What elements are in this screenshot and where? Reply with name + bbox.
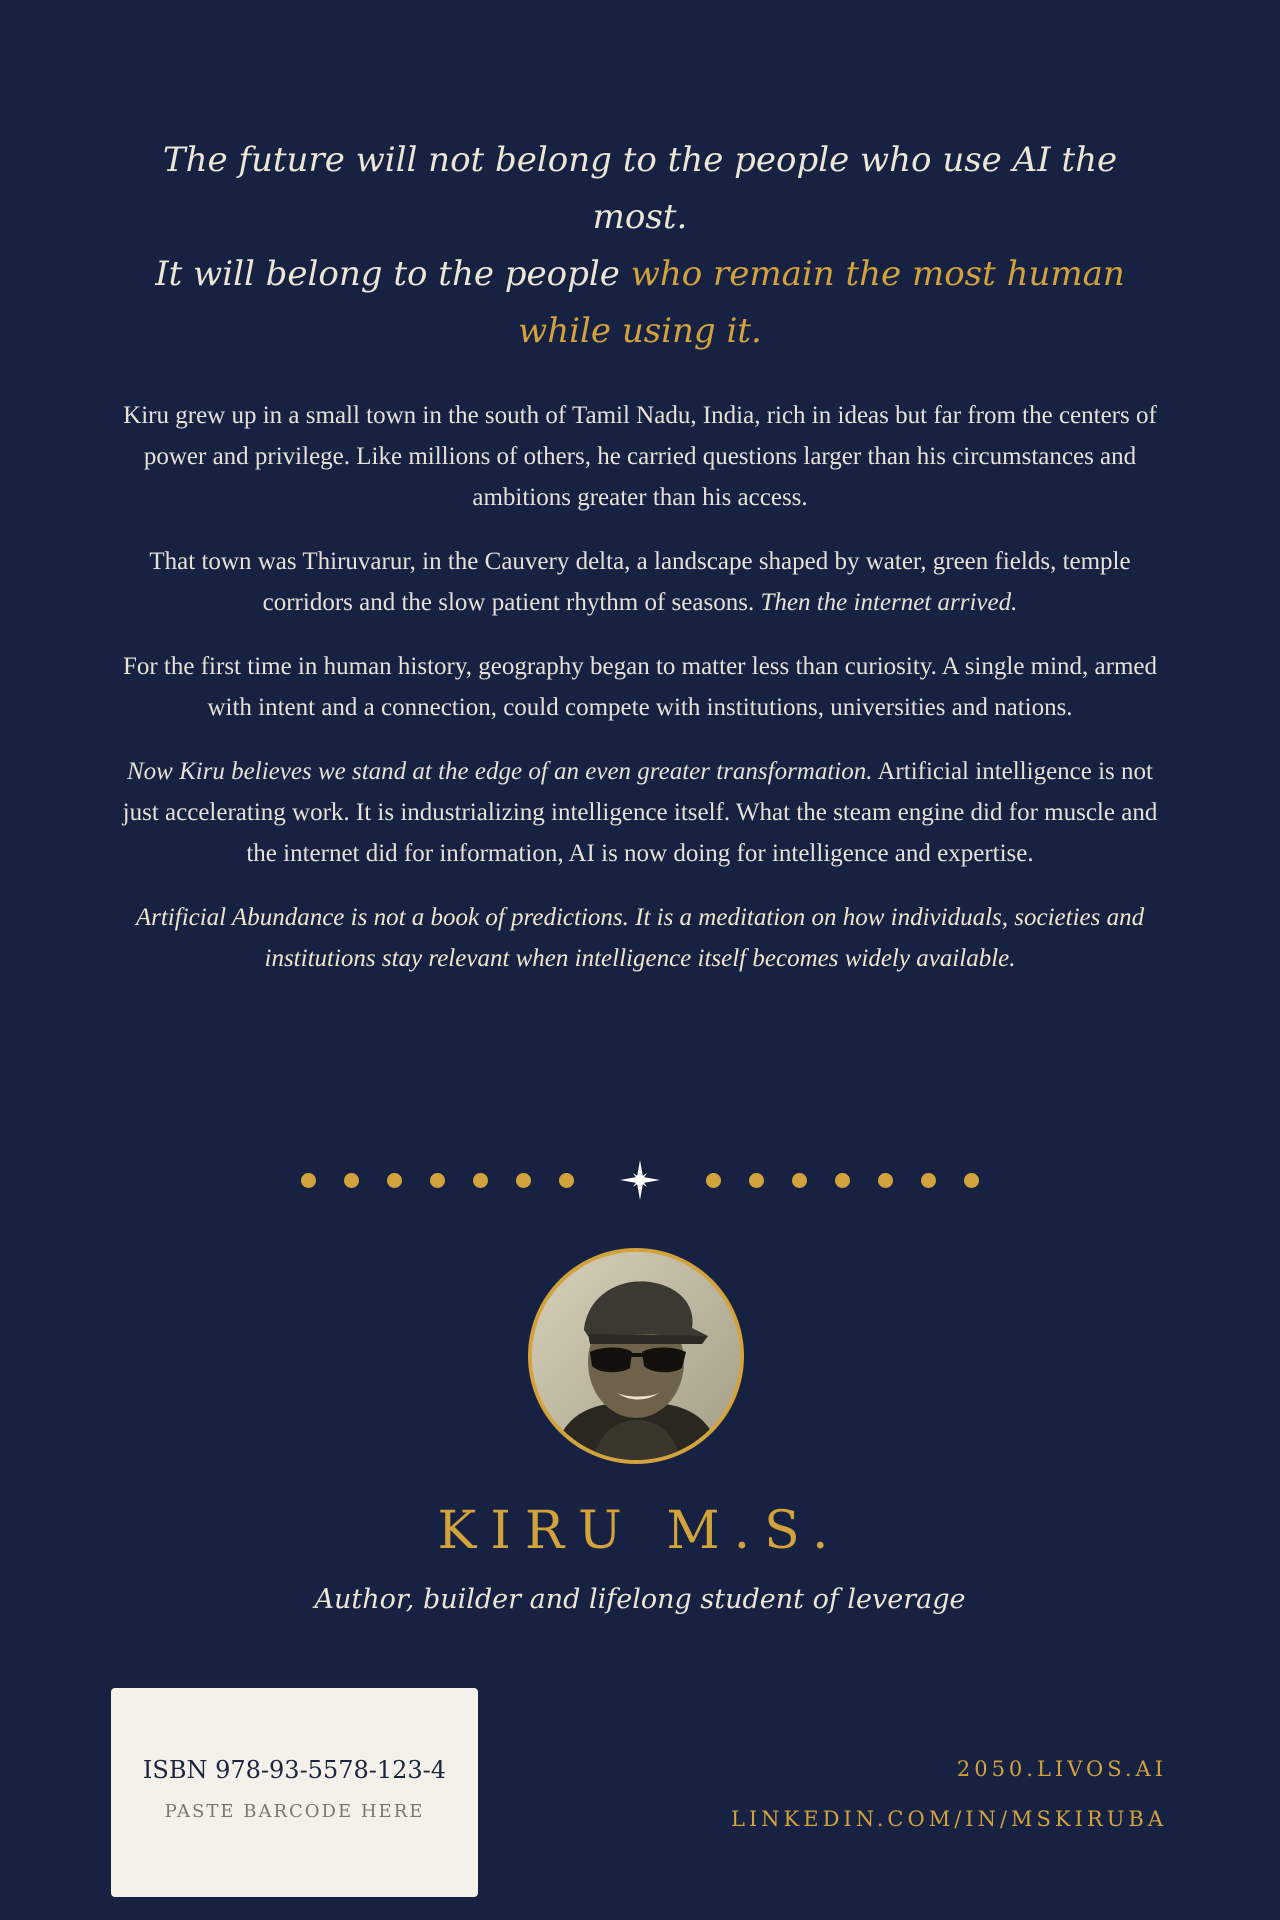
back-cover-quote [140, 132, 1140, 360]
divider-dots-left [301, 1173, 574, 1188]
divider-dot [559, 1173, 574, 1188]
divider-dot [921, 1173, 936, 1188]
author-bio [120, 395, 1160, 1002]
divider-dot [430, 1173, 445, 1188]
bio-paragraph-2 [120, 541, 1160, 623]
author-links [731, 1744, 1167, 1844]
divider-dot [473, 1173, 488, 1188]
ornamental-divider [300, 1165, 980, 1195]
quote-line-2-lead: It will belong to the people [155, 254, 620, 294]
quote-line-1: The future will not belong to the people who use AI the most. [162, 140, 1118, 237]
divider-dot [964, 1173, 979, 1188]
website-link[interactable]: 2050.LIVOS.AI [956, 1757, 1167, 1781]
star-icon [618, 1158, 662, 1202]
author-photo [532, 1252, 740, 1460]
bio-paragraph-2-text: That town was Thiruvarur, in the Cauvery delta, a landscape shaped by water, green fields, temple corridors and the slow patient rhythm of seasons. [149, 548, 1131, 616]
quote-line-2-highlight: who remain the most human [630, 254, 1125, 294]
divider-dot [878, 1173, 893, 1188]
divider-dot [516, 1173, 531, 1188]
divider-dot [387, 1173, 402, 1188]
isbn-number: ISBN 978-93-5578-123-4 [142, 1756, 447, 1784]
author-name: KIRU M.S. [437, 1501, 843, 1561]
divider-dot [835, 1173, 850, 1188]
bio-paragraph-4 [120, 751, 1160, 874]
quote-line-2 [140, 246, 1140, 303]
divider-dot [344, 1173, 359, 1188]
isbn-barcode-box [111, 1688, 478, 1897]
divider-dot [749, 1173, 764, 1188]
barcode-placeholder-text: PASTE BARCODE HERE [164, 1801, 425, 1822]
author-tagline: Author, builder and lifelong student of leverage [314, 1584, 966, 1615]
divider-dots-right [706, 1173, 979, 1188]
quote-line-3: while using it. [518, 311, 762, 351]
divider-dot [301, 1173, 316, 1188]
bio-paragraph-1: Kiru grew up in a small town in the south of Tamil Nadu, India, rich in ideas but far from the centers of power and privilege. Like millions of others, he carried questions larger than his circumstances and ambitions greater than his access. [123, 402, 1157, 511]
bio-paragraph-4-italic: Now Kiru believes we stand at the edge of an even greater transformation. [126, 758, 873, 785]
divider-dot [792, 1173, 807, 1188]
bio-paragraph-3: For the first time in human history, geography began to matter less than curiosity. A single mind, armed with intent and a connection, could compete with institutions, universities and nations. [122, 653, 1158, 721]
linkedin-link[interactable]: LINKEDIN.COM/IN/MSKIRUBA [730, 1807, 1167, 1831]
author-portrait [528, 1248, 744, 1464]
bio-paragraph-5: Artificial Abundance is not a book of predictions. It is a meditation on how individuals, societies and institutions stay relevant when intelligence itself becomes widely available. [135, 904, 1145, 972]
bio-paragraph-4-text: Artificial intelligence is not just accelerating work. It is industrializing intelligence itself. What the steam engine did for muscle and the internet did for information, AI is now doing for intelligence and expertise. [122, 758, 1158, 867]
bio-paragraph-2-italic: Then the internet arrived. [760, 589, 1018, 616]
divider-dot [706, 1173, 721, 1188]
